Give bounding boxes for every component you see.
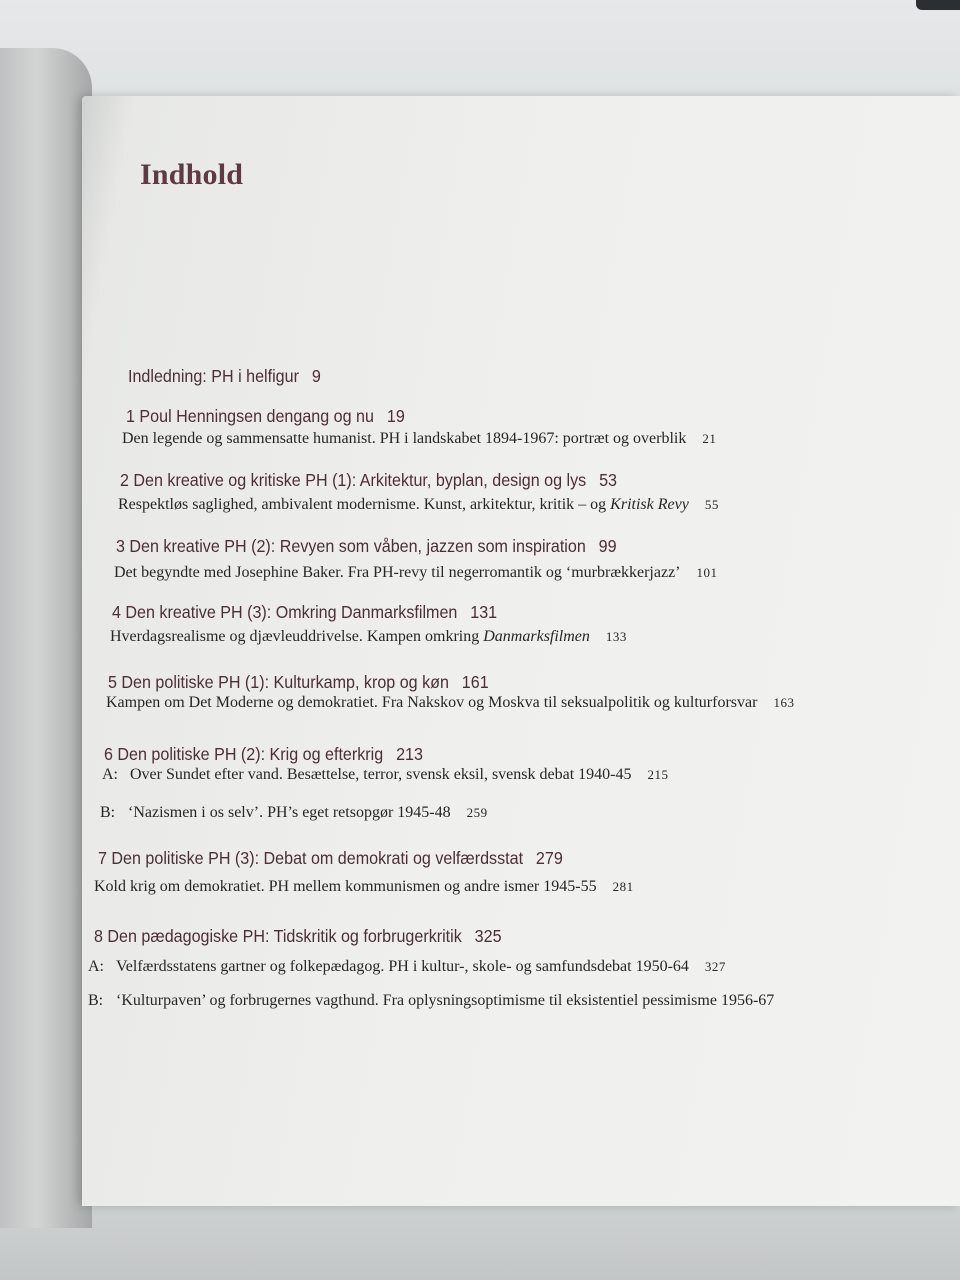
chapter-title: 7 Den politiske PH (3): Debat om demokrati og velfærdsstat (98, 848, 524, 868)
chapter-page-number: 131 (470, 602, 498, 622)
chapter-title: 4 Den kreative PH (3): Omkring Danmarksfilmen (112, 602, 458, 622)
section-page-number: 133 (605, 629, 627, 644)
chapter-title: 5 Den politiske PH (1): Kulturkamp, krop og køn (108, 672, 449, 692)
chapter-line (120, 470, 617, 491)
background-surface (0, 0, 960, 110)
section-italic-title: Danmarksfilmen (483, 628, 590, 645)
section-line (114, 564, 718, 582)
chapter-line (98, 848, 563, 869)
chapter-title: 2 Den kreative og kritiske PH (1): Arkitektur, byplan, design og lys (120, 470, 587, 490)
section-line (100, 804, 488, 822)
section-text: ‘Nazismen i os selv’. PH’s eget retsopgør 1945-48 (128, 804, 451, 821)
section-text: Over Sundet efter vand. Besættelse, terror, svensk eksil, svensk debat 1940-45 (130, 766, 632, 783)
chapter-line (116, 536, 617, 557)
section-line (102, 766, 668, 784)
chapter-page-number: 53 (599, 470, 618, 490)
chapter-line (104, 744, 423, 765)
section-text: Velfærdsstatens gartner og folkepædagog. PH i kultur-, skole- og samfundsdebat 1950-64 (116, 958, 689, 975)
chapter-line (94, 926, 502, 947)
chapter-title: 1 Poul Henningsen dengang og nu (126, 406, 374, 426)
section-page-number: 55 (704, 497, 719, 512)
chapter-line (112, 602, 497, 623)
section-prefix: B: (88, 992, 104, 1009)
chapter-page-number: 279 (535, 848, 563, 868)
chapter-page-number: 161 (461, 672, 489, 692)
section-prefix: A: (88, 958, 104, 975)
intro-page-number: 9 (311, 366, 321, 386)
chapter-page-number: 325 (474, 926, 502, 946)
page-title: Indhold (140, 158, 244, 191)
chapter-line (108, 672, 489, 693)
dark-object (916, 0, 960, 10)
table-surface (0, 1200, 960, 1280)
section-italic-title: Kritisk Revy (610, 496, 689, 513)
chapter-page-number: 99 (598, 536, 617, 556)
section-prefix: A: (102, 766, 118, 783)
intro-line (128, 366, 321, 387)
section-page-number: 101 (696, 565, 718, 580)
section-line (88, 958, 726, 976)
intro-title: Indledning: PH i helfigur (128, 366, 299, 386)
book-page (82, 96, 960, 1206)
section-page-number: 21 (702, 431, 717, 446)
section-page-number: 215 (647, 767, 669, 782)
section-text: Respektløs saglighed, ambivalent modernisme. Kunst, arkitektur, kritik – og (118, 496, 611, 513)
section-line (122, 430, 716, 448)
chapter-title: 3 Den kreative PH (2): Revyen som våben, jazzen som inspiration (116, 536, 586, 556)
chapter-line (126, 406, 405, 427)
section-page-number: 259 (466, 805, 488, 820)
section-line (118, 496, 719, 514)
section-prefix: B: (100, 804, 116, 821)
book-cover-edge (0, 48, 92, 1228)
chapter-page-number: 19 (386, 406, 405, 426)
section-line (94, 878, 634, 896)
section-line (106, 694, 794, 712)
section-line (88, 992, 774, 1010)
section-page-number: 327 (704, 959, 726, 974)
section-text: Det begyndte med Josephine Baker. Fra PH-revy til negerromantik og ‘murbrækkerjazz’ (114, 564, 681, 581)
section-text: Hverdagsrealisme og djævleuddrivelse. Kampen omkring (110, 628, 484, 645)
chapter-title: 8 Den pædagogiske PH: Tidskritik og forbrugerkritik (94, 926, 462, 946)
section-page-number: 163 (773, 695, 795, 710)
section-text: Den legende og sammensatte humanist. PH i landskabet 1894-1967: portræt og overblik (122, 430, 687, 447)
section-text: ‘Kulturpaven’ og forbrugernes vagthund. Fra oplysningsoptimisme til eksistentiel pessimisme 1956-67 (116, 992, 775, 1009)
section-text: Kold krig om demokratiet. PH mellem kommunismen og andre ismer 1945-55 (94, 878, 597, 895)
section-line (110, 628, 627, 646)
chapter-page-number: 213 (396, 744, 423, 764)
section-text: Kampen om Det Moderne og demokratiet. Fra Nakskov og Moskva til seksualpolitik og kulturforsvar (106, 694, 758, 711)
section-page-number: 281 (612, 879, 634, 894)
chapter-title: 6 Den politiske PH (2): Krig og efterkrig (104, 744, 384, 764)
